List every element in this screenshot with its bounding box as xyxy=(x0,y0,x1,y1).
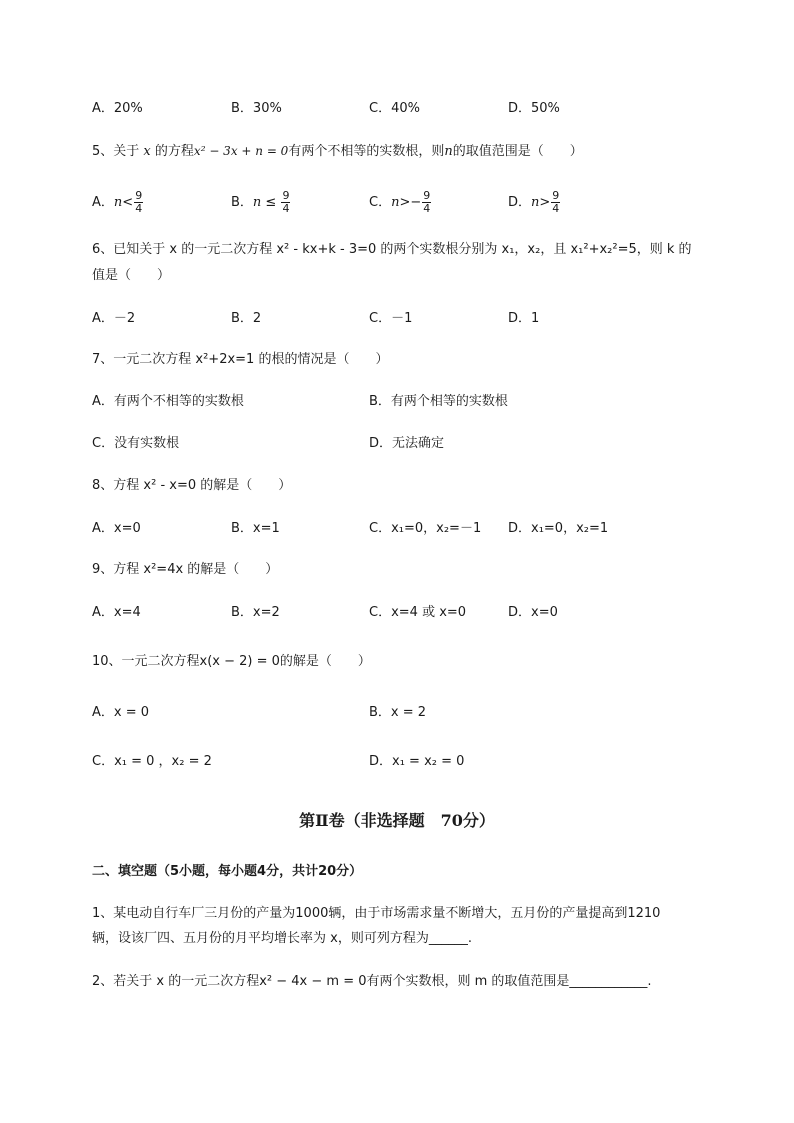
q5-options xyxy=(0,186,794,220)
fill-question-1-line1: 1、某电动自行车厂三月份的产量为1000辆，由于市场需求量不断增大，五月份的产量提高到1210 xyxy=(92,906,661,921)
q9-option-d[interactable]: D．x=0 xyxy=(508,605,558,620)
q7-option-b[interactable]: B．有两个相等的实数根 xyxy=(369,394,508,409)
q5-option-c-label: C． xyxy=(369,195,392,210)
q5-option-d-fraction xyxy=(551,190,560,215)
q5-option-d[interactable] xyxy=(508,186,560,220)
q5-option-a-var: n xyxy=(113,195,123,210)
q5-option-a-label: A． xyxy=(92,195,114,210)
fill-in-section-heading: 二、填空题（5小题，每小题4分，共计20分） xyxy=(92,864,363,879)
q5-option-c-sign: − xyxy=(410,195,422,210)
q5-option-b-label: B． xyxy=(231,195,253,210)
q5-stem xyxy=(0,139,794,163)
q5-option-c-num: 9 xyxy=(423,189,431,202)
q9-option-b[interactable]: B．x=2 xyxy=(231,605,280,620)
q5-option-c-var: n xyxy=(391,195,400,210)
q10-stem xyxy=(0,650,794,674)
q5-option-d-label: D． xyxy=(508,195,532,210)
q9-option-a[interactable]: A．x=4 xyxy=(92,605,141,620)
q8-option-c[interactable]: C．x₁=0，x₂=－1 xyxy=(369,521,482,536)
q8-option-b[interactable]: B．x=1 xyxy=(231,521,280,536)
q6-option-a[interactable]: A．－2 xyxy=(92,311,136,326)
q4-option-c[interactable]: C．40% xyxy=(369,101,420,116)
q7-option-d[interactable]: D．无法确定 xyxy=(369,436,445,451)
q4-option-b[interactable]: B．30% xyxy=(231,101,282,116)
q8-option-d[interactable]: D．x₁=0，x₂=1 xyxy=(508,521,609,536)
q8-stem-text: 8、方程 x² - x=0 的解是（ ） xyxy=(92,478,292,493)
q5-option-b-op: ≤ xyxy=(261,195,281,210)
q5-option-b-num: 9 xyxy=(282,189,290,202)
q5-suffix1: 有两个不相等的实数根，则 xyxy=(288,144,445,159)
q9-options xyxy=(0,601,794,625)
q4-option-d[interactable]: D．50% xyxy=(508,101,560,116)
q10-option-c[interactable]: C．x₁ = 0 ，x₂ = 2 xyxy=(92,754,212,769)
q5-option-c[interactable] xyxy=(369,186,431,220)
q6-line2: 值是（ ） xyxy=(92,268,171,283)
q7-option-a[interactable]: A．有两个不相等的实数根 xyxy=(92,394,244,409)
q5-equation: x² − 3x + n = 0 xyxy=(193,144,289,158)
q5-option-c-op: > xyxy=(399,195,411,210)
q5-var-x: x xyxy=(143,144,151,159)
q6-option-c[interactable]: C．－1 xyxy=(369,311,413,326)
q10-options-row2 xyxy=(0,750,794,774)
q7-stem xyxy=(0,348,794,372)
q10-option-b[interactable]: B．x = 2 xyxy=(369,705,427,720)
q10-options-row1 xyxy=(0,701,794,725)
fill-question-2 xyxy=(92,969,712,994)
q6-line1: 6、已知关于 x 的一元二次方程 x² - kx+k - 3=0 的两个实数根分别为 x₁，x₂，且 x₁²+x₂²=5，则 k 的 xyxy=(92,242,692,257)
q8-options xyxy=(0,517,794,541)
q5-option-b-var: n xyxy=(252,195,262,210)
q5-suffix2: 的取值范围是（ ） xyxy=(452,144,583,159)
q4-options xyxy=(0,97,794,121)
q5-option-d-op: > xyxy=(539,195,551,210)
fill-question-2-text: 2、若关于 x 的一元二次方程x² − 4x − m = 0有两个实数根，则 m 的取值范围是____________. xyxy=(92,974,652,989)
section-2-title: 第Ⅱ卷（非选择题 70分） xyxy=(299,811,495,830)
q5-option-c-fraction xyxy=(422,190,431,215)
q10-stem-text: 10、一元二次方程x(x − 2) = 0的解是（ ） xyxy=(92,654,371,669)
q5-option-d-var: n xyxy=(531,195,540,210)
q9-stem-text: 9、方程 x²=4x 的解是（ ） xyxy=(92,562,279,577)
q5-option-b-den: 4 xyxy=(282,202,290,215)
q8-option-a[interactable]: A．x=0 xyxy=(92,521,141,536)
q5-var-n: n xyxy=(444,144,453,159)
fill-question-1-line2: 辆，设该厂四、五月份的月平均增长率为 x，则可列方程为______. xyxy=(92,931,472,946)
q6-stem-line2 xyxy=(0,264,794,288)
q4-option-a[interactable]: A．20% xyxy=(92,101,143,116)
q9-option-c[interactable]: C．x=4 或 x=0 xyxy=(369,605,467,620)
q7-option-c[interactable]: C．没有实数根 xyxy=(92,436,180,451)
q5-option-a-fraction xyxy=(134,190,143,215)
q5-option-c-den: 4 xyxy=(423,202,431,215)
q5-option-a-den: 4 xyxy=(135,202,143,215)
q7-options-row1 xyxy=(0,390,794,414)
q9-stem xyxy=(0,558,794,582)
q10-option-d[interactable]: D．x₁ = x₂ = 0 xyxy=(369,754,465,769)
q10-option-a[interactable]: A．x = 0 xyxy=(92,705,150,720)
fill-question-1 xyxy=(92,901,712,951)
q6-stem-line1 xyxy=(0,238,794,262)
q8-stem xyxy=(0,474,794,498)
q5-option-b[interactable] xyxy=(231,186,290,220)
q7-stem-text: 7、一元二次方程 x²+2x=1 的根的情况是（ ） xyxy=(92,352,389,367)
q5-option-a-op: < xyxy=(122,195,134,210)
q6-option-d[interactable]: D．1 xyxy=(508,311,540,326)
q5-option-b-fraction xyxy=(281,190,290,215)
q5-option-d-den: 4 xyxy=(552,202,560,215)
q5-mid: 的方程 xyxy=(154,144,194,159)
q5-prefix: 5、关于 xyxy=(92,144,140,159)
q5-option-a-num: 9 xyxy=(135,189,143,202)
q6-option-b[interactable]: B．2 xyxy=(231,311,262,326)
q5-option-a[interactable] xyxy=(92,186,143,220)
q7-options-row2 xyxy=(0,432,794,456)
q6-options xyxy=(0,307,794,331)
q5-option-d-num: 9 xyxy=(552,189,560,202)
